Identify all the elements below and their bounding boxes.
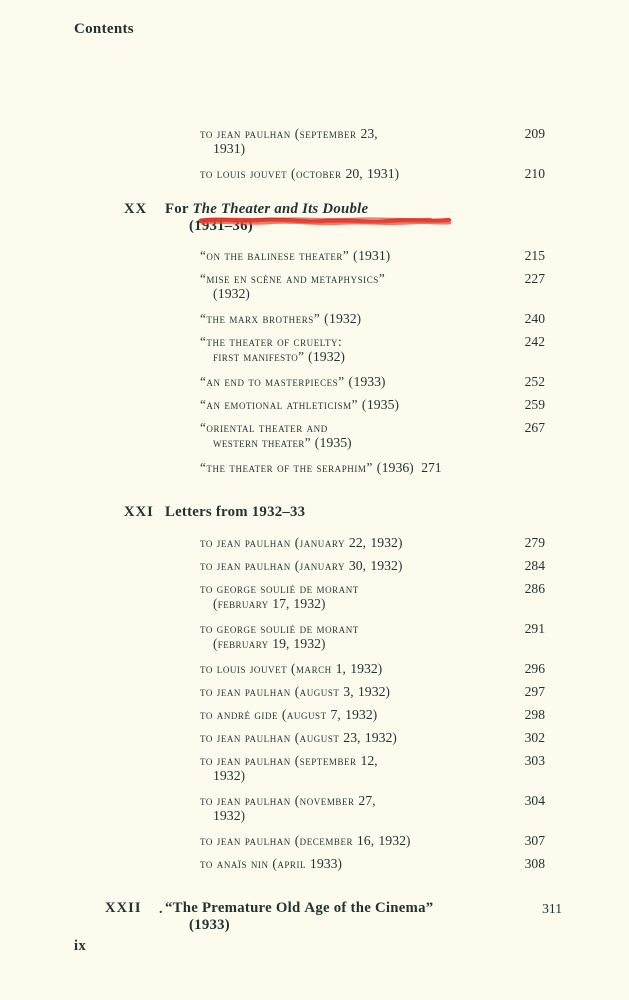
toc-entry-label: “an emotional athleticism” (1935): [200, 397, 400, 412]
toc-entry-label: to jean paulhan (december 16, 1932): [200, 833, 411, 848]
toc-entry-label: to jean paulhan (january 22, 1932): [200, 535, 403, 550]
toc-entry-label: to jean paulhan (august 23, 1932): [200, 730, 398, 745]
toc-entry-page-number: 297: [524, 684, 545, 699]
toc-entry-page-number: 267: [524, 420, 545, 435]
chapter-page-number: 311: [542, 901, 562, 916]
page-title: Contents: [74, 21, 134, 37]
toc-entry-label: to jean paulhan (august 3, 1932): [200, 684, 391, 699]
chapter-title: Letters from 1932–33: [165, 504, 306, 520]
toc-entry: [200, 707, 612, 722]
toc-entry-page-number: 291: [524, 621, 545, 636]
toc-entry-label: to louis jouvet (march 1, 1932): [200, 661, 383, 676]
toc-entry-label: “the theater of the seraphim” (1936) 271: [200, 460, 442, 475]
toc-entry-label: “an end to masterpieces” (1933): [200, 374, 386, 389]
toc-entry-label: to jean paulhan (september 12, 1932): [200, 753, 379, 783]
toc-entry-label: to anaïs nin (april 1933): [200, 856, 343, 871]
toc-entry: [200, 793, 612, 823]
toc-entry-page-number: 286: [524, 581, 545, 596]
toc-entry-label: “the marx brothers” (1932): [200, 311, 362, 326]
toc-entry: [200, 248, 612, 263]
chapter-numeral: XX: [124, 201, 148, 217]
toc-entry-page-number: 215: [524, 248, 545, 263]
toc-entry-label: to george soulié de morant (february 19, 1932): [200, 621, 359, 651]
toc-entry-page-number: 209: [524, 126, 545, 141]
toc-entry: [200, 753, 612, 783]
toc-entry-page-number: 303: [524, 753, 545, 768]
chapter-subtitle: (1933): [189, 917, 230, 933]
toc-entry-label: to louis jouvet (october 20, 1931): [200, 166, 400, 181]
toc-entry-page-number: 307: [524, 833, 545, 848]
chapter-subtitle: (1931–36): [189, 218, 253, 234]
chapter-numeral: XXI: [124, 504, 154, 520]
toc-entry: [200, 420, 612, 450]
toc-entry-page-number: 304: [524, 793, 545, 808]
toc-entry-label: “the theater of cruelty: first manifesto” (1932): [200, 334, 346, 364]
toc-entry-page-number: 302: [524, 730, 545, 745]
chapter-title: For The Theater and Its Double: [165, 201, 369, 217]
toc-entry: [200, 833, 612, 848]
toc-entry: [200, 126, 612, 156]
toc-entry-label: “on the balinese theater” (1931): [200, 248, 391, 263]
toc-entry-page-number: 308: [524, 856, 545, 871]
toc-entry-page-number: 210: [524, 166, 545, 181]
toc-entry-page-number: 252: [524, 374, 545, 389]
toc-entry: [200, 581, 612, 611]
toc-entry-label: to george soulié de morant (february 17, 1932): [200, 581, 359, 611]
toc-entry: [200, 661, 612, 676]
toc-entry-page-number: 298: [524, 707, 545, 722]
stray-dot-mark: .: [159, 902, 163, 917]
toc-entry: [200, 621, 612, 651]
toc-entry: [200, 374, 612, 389]
toc-entry: [200, 535, 612, 550]
toc-entry: [200, 730, 612, 745]
toc-entry-label: “oriental theater and western theater” (1935): [200, 420, 352, 450]
chapter-title: “The Premature Old Age of the Cinema”: [165, 900, 434, 916]
toc-entry-page-number: 271: [421, 460, 442, 475]
toc-entry-page-number: 279: [524, 535, 545, 550]
toc-entry-label: to jean paulhan (january 30, 1932): [200, 558, 403, 573]
toc-entry: [200, 558, 612, 573]
toc-entry-page-number: 242: [524, 334, 545, 349]
toc-entry: [200, 397, 612, 412]
toc-entry-label: to jean paulhan (november 27, 1932): [200, 793, 377, 823]
toc-entry-page-number: 284: [524, 558, 545, 573]
toc-entry-page-number: 227: [524, 271, 545, 286]
toc-entry-page-number: 296: [524, 661, 545, 676]
chapter-numeral: XXII: [105, 900, 142, 916]
toc-entry: [200, 684, 612, 699]
toc-entry: [200, 311, 612, 326]
toc-entry: [200, 460, 612, 475]
folio-page-number: ix: [74, 938, 87, 954]
toc-entry: [200, 166, 612, 181]
toc-entry-label: “mise en scène and metaphysics” (1932): [200, 271, 386, 301]
toc-entry-label: to jean paulhan (september 23, 1931): [200, 126, 379, 156]
toc-entry-label: to andré gide (august 7, 1932): [200, 707, 378, 722]
toc-entry: [200, 271, 612, 301]
toc-entry-page-number: 240: [524, 311, 545, 326]
toc-entry-page-number: 259: [524, 397, 545, 412]
toc-entry: [200, 334, 612, 364]
toc-entry: [200, 856, 612, 871]
